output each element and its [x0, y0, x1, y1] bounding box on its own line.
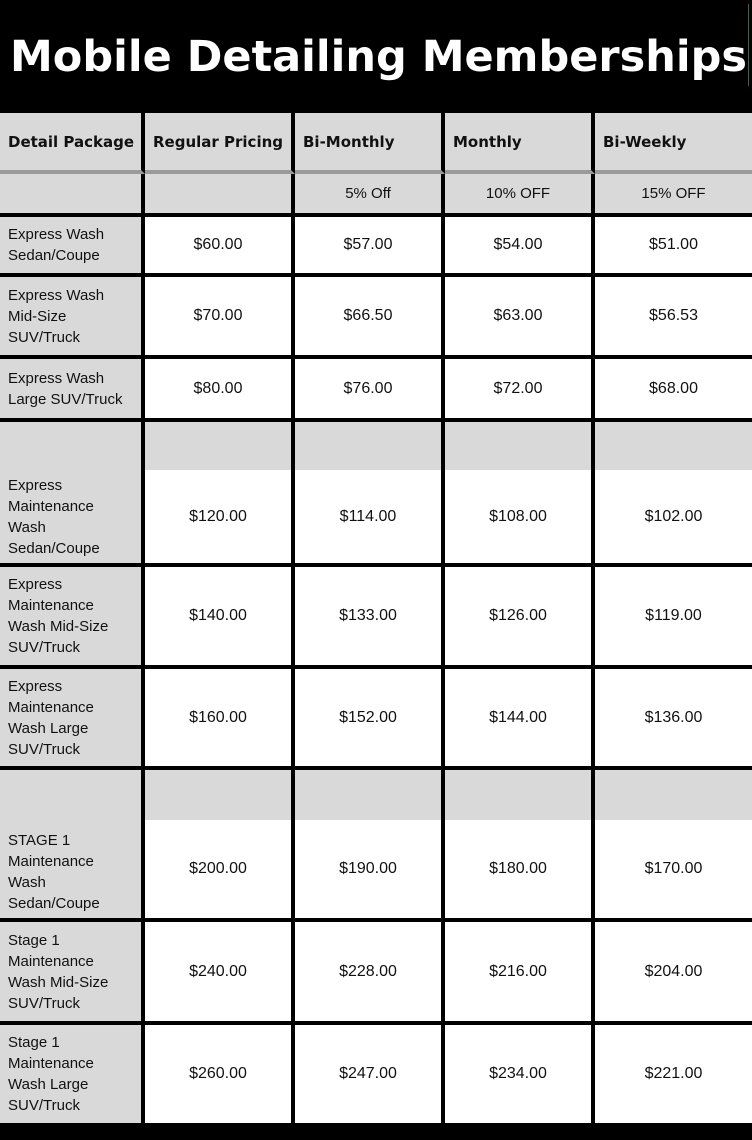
- price-monthly: $234.00: [445, 1025, 595, 1127]
- price-regular: $70.00: [145, 277, 295, 359]
- price-bi-weekly: $136.00: [595, 669, 752, 770]
- price-regular: $120.00: [145, 422, 295, 567]
- price-regular: $60.00: [145, 217, 295, 277]
- price-bi-weekly: $221.00: [595, 1025, 752, 1127]
- header-detail-package: Detail Package: [0, 113, 145, 174]
- price-monthly: $54.00: [445, 217, 595, 277]
- package-name: Express Wash Mid-Size SUV/Truck: [0, 277, 145, 359]
- price-bi-monthly: $247.00: [295, 1025, 445, 1127]
- pricing-table: [0, 113, 752, 1140]
- package-name: Express Maintenance Wash Large SUV/Truck: [0, 669, 145, 770]
- price-bi-monthly: $152.00: [295, 669, 445, 770]
- price-bi-weekly: $102.00: [595, 422, 752, 567]
- discount-cell-blank: [0, 174, 145, 217]
- price-bi-weekly: $56.53: [595, 277, 752, 359]
- price-monthly: $108.00: [445, 422, 595, 567]
- price-monthly: $144.00: [445, 669, 595, 770]
- package-name: Express Maintenance Wash Sedan/Coupe: [0, 422, 145, 567]
- price-bi-weekly: $51.00: [595, 217, 752, 277]
- header-regular-pricing: Regular Pricing: [145, 113, 295, 174]
- price-bi-monthly: $57.00: [295, 217, 445, 277]
- price-monthly: $63.00: [445, 277, 595, 359]
- discount-monthly: 10% OFF: [445, 174, 595, 217]
- discount-cell-blank: [145, 174, 295, 217]
- price-bi-monthly: $66.50: [295, 277, 445, 359]
- price-regular: $200.00: [145, 770, 295, 922]
- discount-bi-weekly: 15% OFF: [595, 174, 752, 217]
- header-bi-weekly: Bi-Weekly: [595, 113, 752, 174]
- price-monthly: $180.00: [445, 770, 595, 922]
- price-bi-weekly: $204.00: [595, 922, 752, 1025]
- price-bi-monthly: $190.00: [295, 770, 445, 922]
- price-bi-weekly: $119.00: [595, 567, 752, 669]
- discount-bi-monthly: 5% Off: [295, 174, 445, 217]
- price-bi-weekly: $68.00: [595, 359, 752, 422]
- price-monthly: $126.00: [445, 567, 595, 669]
- price-bi-monthly: $76.00: [295, 359, 445, 422]
- package-name: Stage 1 Maintenance Wash Large SUV/Truck: [0, 1025, 145, 1127]
- price-regular: $80.00: [145, 359, 295, 422]
- title-bar: [0, 0, 752, 113]
- header-bi-monthly: Bi-Monthly: [295, 113, 445, 174]
- page-title: Mobile Detailing Memberships: [10, 31, 747, 82]
- price-regular: $160.00: [145, 669, 295, 770]
- price-bi-weekly: $170.00: [595, 770, 752, 922]
- price-bi-monthly: $114.00: [295, 422, 445, 567]
- price-monthly: $72.00: [445, 359, 595, 422]
- price-regular: $140.00: [145, 567, 295, 669]
- price-monthly: $216.00: [445, 922, 595, 1025]
- price-bi-monthly: $133.00: [295, 567, 445, 669]
- package-name: Express Wash Sedan/Coupe: [0, 217, 145, 277]
- price-regular: $260.00: [145, 1025, 295, 1127]
- package-name: STAGE 1 Maintenance Wash Sedan/Coupe: [0, 770, 145, 922]
- package-name: Express Maintenance Wash Mid-Size SUV/Truck: [0, 567, 145, 669]
- package-name: Express Wash Large SUV/Truck: [0, 359, 145, 422]
- price-regular: $240.00: [145, 922, 295, 1025]
- header-monthly: Monthly: [445, 113, 595, 174]
- price-bi-monthly: $228.00: [295, 922, 445, 1025]
- title-edge-line: [748, 4, 749, 86]
- package-name: Stage 1 Maintenance Wash Mid-Size SUV/Truck: [0, 922, 145, 1025]
